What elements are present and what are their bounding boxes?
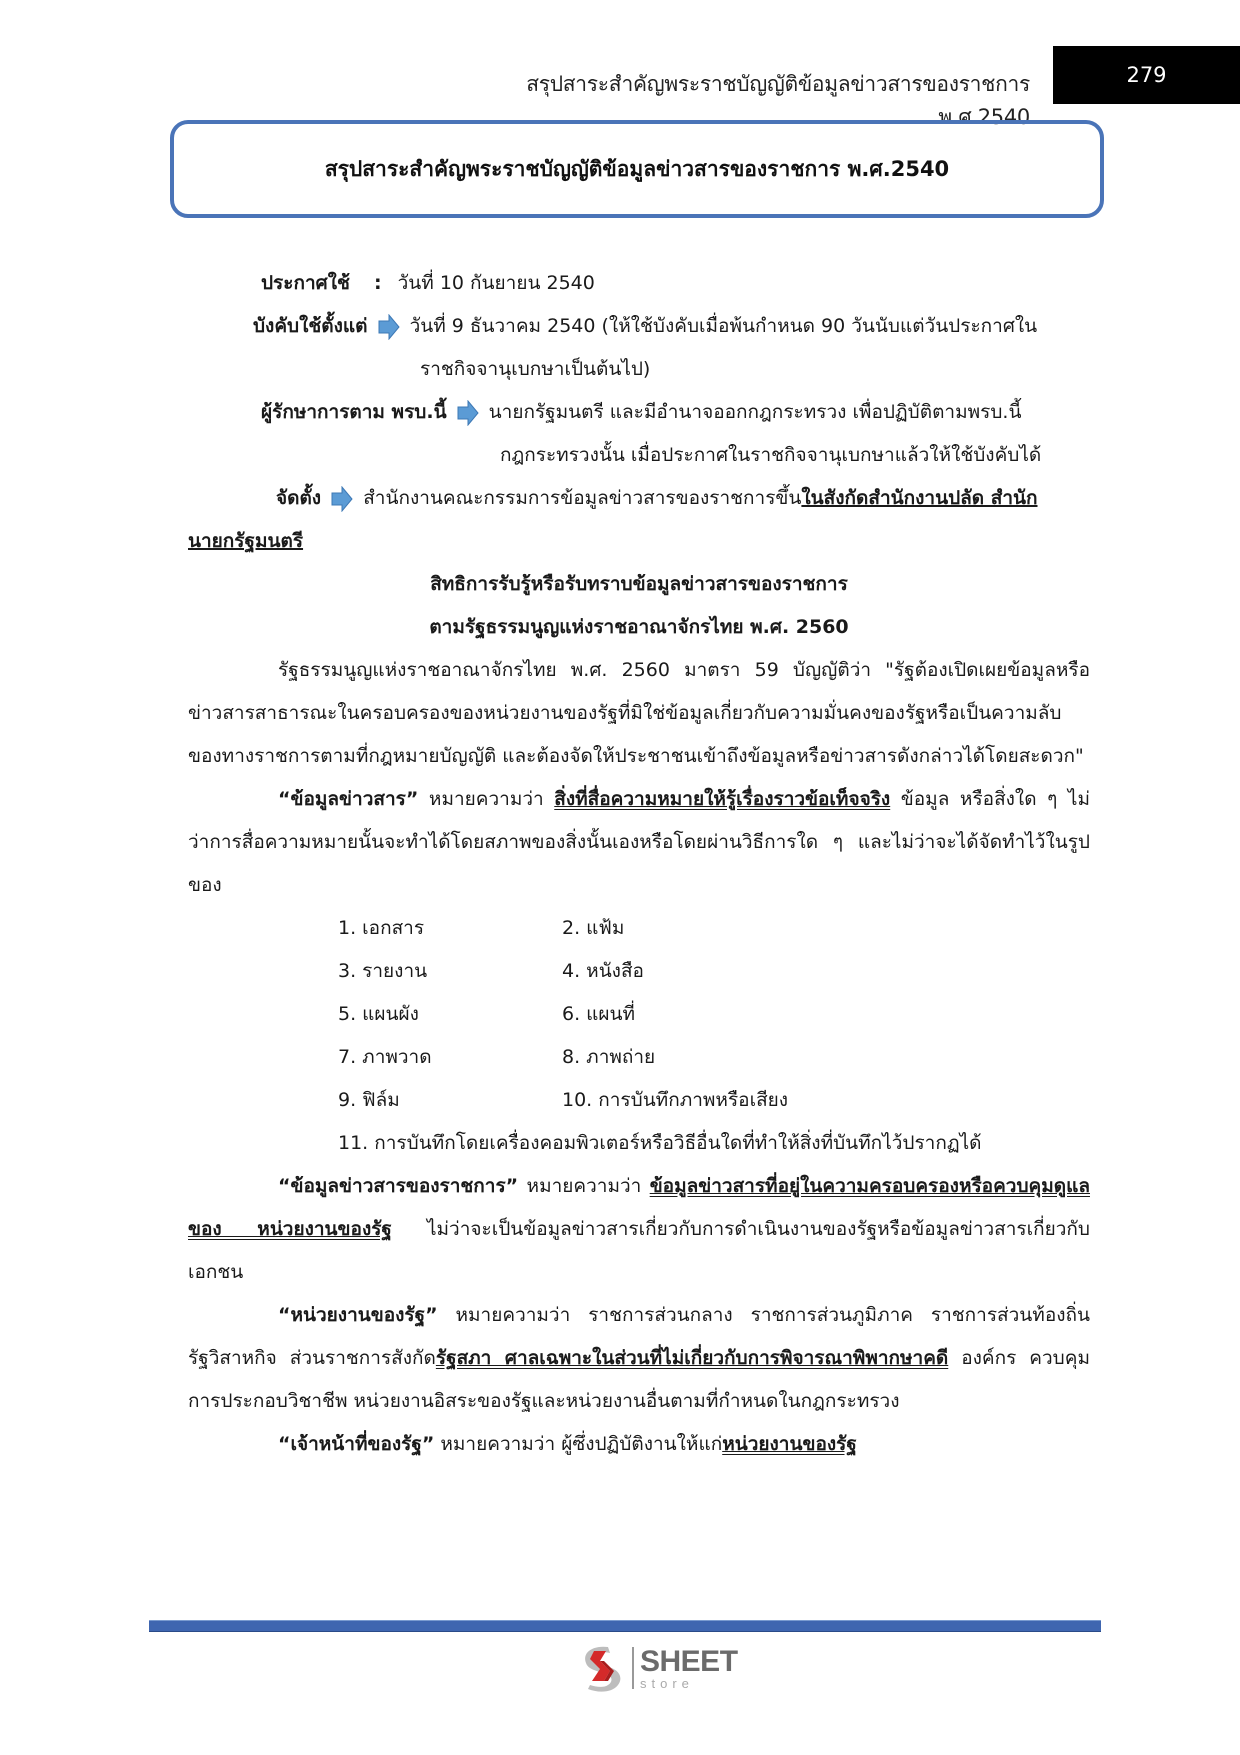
arrow-right-icon xyxy=(378,314,400,340)
fact-custodian-cont: กฎกระทรวงนั้น เมื่อประกาศในราชกิจจานุเบกษาแล้วให้ใช้บังคับได้ xyxy=(500,444,1042,466)
fact-label: บังคับใช้ตั้งแต่ xyxy=(253,315,368,337)
list-item: 9. ฟิล์ม 10. การบันทึกภาพหรือเสียง xyxy=(338,1089,789,1111)
fact-custodian xyxy=(188,391,1090,434)
definition-official-info: “ข้อมูลข่าวสารของราชการ” หมายความว่า ข้อมูลข่าวสารที่อยู่ในความครอบครองหรือควบคุมดูแลของ หน่วยงานของรัฐ ไม่ว่าจะเป็นข้อมูลข่าวสารเกี่ยวกับการดำเนินงานของรัฐหรือข้อมูลข่าวสารเกี่ยวกับ เอกชน xyxy=(188,1175,1090,1283)
underlined-text: รัฐสภา ศาลเฉพาะในส่วนที่ไม่เกี่ยวกับการพิจารณาพิพากษาคดี xyxy=(435,1347,949,1369)
underlined-text: สิ่งที่สื่อความหมายให้รู้เรื่องราวข้อเท็จจริง xyxy=(554,788,891,810)
underlined-text: ข้อมูลข่าวสารที่อยู่ในความครอบครองหรือควบคุมดูแลของ หน่วยงานของรัฐ xyxy=(188,1175,1090,1240)
document-body xyxy=(188,262,1090,1466)
info-forms-list xyxy=(338,907,1090,1165)
list-item: 7. ภาพวาด 8. ภาพถ่าย xyxy=(338,1046,656,1068)
logo-main-text: SHEET xyxy=(640,1644,738,1678)
running-header-title: สรุปสาระสำคัญพระราชบัญญัติข้อมูลข่าวสารของราชการ พ.ศ.2540 xyxy=(526,72,1030,129)
fact-established-cont: นายกรัฐมนตรี xyxy=(188,530,304,552)
fact-value: นายกรัฐมนตรี และมีอำนาจออกกฎกระทรวง เพื่อปฏิบัติตามพรบ.นี้ xyxy=(488,401,1022,423)
list-item: 1. เอกสาร 2. แฟ้ม xyxy=(338,917,625,939)
constitution-paragraph: รัฐธรรมนูญแห่งราชอาณาจักรไทย พ.ศ. 2560 มาตรา 59 บัญญัติว่า "รัฐต้องเปิดเผยข้อมูลหรือข่าวสารสาธารณะในครอบครองของหน่วยงานของรัฐที่มิใช่ข้อมูลเกี่ยวกับความมั่นคงของรัฐหรือเป็นความลับของทางราชการตามที่กฎหมายบัญญัติ และต้องจัดให้ประชาชนเข้าถึงข้อมูลหรือข่าวสารดังกล่าวได้โดยสะดวก" xyxy=(188,659,1090,767)
fact-value: วันที่ 10 กันยายน 2540 xyxy=(397,272,595,294)
list-item: 5. แผนผัง 6. แผนที่ xyxy=(338,1003,636,1025)
underlined-text: หน่วยงานของรัฐ xyxy=(722,1433,857,1455)
fact-announced: ประกาศใช้ : วันที่ 10 กันยายน 2540 xyxy=(261,272,595,294)
fact-label: ประกาศใช้ xyxy=(261,272,350,294)
document-title: สรุปสาระสำคัญพระราชบัญญัติข้อมูลข่าวสารของราชการ พ.ศ.2540 xyxy=(324,156,950,181)
sheet-store-logo xyxy=(578,1643,738,1693)
definition-term: “ข้อมูลข่าวสาร” xyxy=(278,788,419,810)
definition-state-agency: “หน่วยงานของรัฐ” หมายความว่า ราชการส่วนกลาง ราชการส่วนภูมิภาค ราชการส่วนท้องถิ่น รัฐวิสาหกิจ ส่วนราชการสังกัดรัฐสภา ศาลเฉพาะในส่วนที่ไม่เกี่ยวกับการพิจารณาพิพากษาคดี องค์กร ควบคุมการประกอบวิชาชีพ หน่วยงานอิสระของรัฐและหน่วยงานอื่นตามที่กำหนดในกฎกระทรวง xyxy=(188,1304,1090,1412)
sheet-store-s-icon xyxy=(578,1643,626,1693)
logo-divider xyxy=(632,1647,634,1689)
underlined-text: ในสังกัดสำนักงานปลัด สำนัก xyxy=(801,487,1038,509)
definition-info: “ข้อมูลข่าวสาร” หมายความว่า สิ่งที่สื่อความหมายให้รู้เรื่องราวข้อเท็จจริง ข้อมูล หรือสิ่งใด ๆ ไม่ว่าการสื่อความหมายนั้นจะทำได้โดยสภาพของสิ่งนั้นเองหรือโดยผ่านวิธีการใด ๆ และไม่ว่าจะได้จัดทำไว้ในรูปของ xyxy=(188,788,1090,896)
definition-term: “หน่วยงานของรัฐ” xyxy=(278,1304,438,1326)
list-item: 11. การบันทึกโดยเครื่องคอมพิวเตอร์หรือวิธีอื่นใดที่ทำให้สิ่งที่บันทึกไว้ปรากฏได้ xyxy=(338,1132,982,1154)
logo-sub-text: store xyxy=(640,1675,694,1691)
fact-value: วันที่ 9 ธันวาคม 2540 (ให้ใช้บังคับเมื่อพ้นกำหนด 90 วันนับแต่วันประกาศใน xyxy=(409,315,1038,337)
fact-label: จัดตั้ง xyxy=(276,487,322,509)
section-heading-line2: ตามรัฐธรรมนูญแห่งราชอาณาจักรไทย พ.ศ. 2560 xyxy=(429,616,849,638)
definition-term: “เจ้าหน้าที่ของรัฐ” xyxy=(278,1433,435,1455)
arrow-right-icon xyxy=(331,486,353,512)
arrow-right-icon xyxy=(457,400,479,426)
list-item: 3. รายงาน 4. หนังสือ xyxy=(338,960,644,982)
page-number: 279 xyxy=(1053,46,1240,104)
footer-divider xyxy=(149,1620,1101,1632)
fact-established: จัดตั้ง สำนักงานคณะกรรมการข้อมูลข่าวสารของราชการขึ้นในสังกัดสำนักงานปลัด สำนัก xyxy=(188,477,1090,520)
definition-term: “ข้อมูลข่าวสารของราชการ” xyxy=(278,1175,519,1197)
title-box xyxy=(170,120,1104,218)
definition-state-officer: “เจ้าหน้าที่ของรัฐ” หมายความว่า ผู้ซึ่งปฏิบัติงานให้แก่หน่วยงานของรัฐ xyxy=(278,1433,857,1455)
fact-label: ผู้รักษาการตาม พรบ.นี้ xyxy=(261,401,447,423)
fact-effective-cont: ราชกิจจานุเบกษาเป็นต้นไป) xyxy=(420,358,651,380)
section-heading-line1: สิทธิการรับรู้หรือรับทราบข้อมูลข่าวสารของราชการ xyxy=(430,573,848,595)
fact-effective xyxy=(188,305,1090,348)
